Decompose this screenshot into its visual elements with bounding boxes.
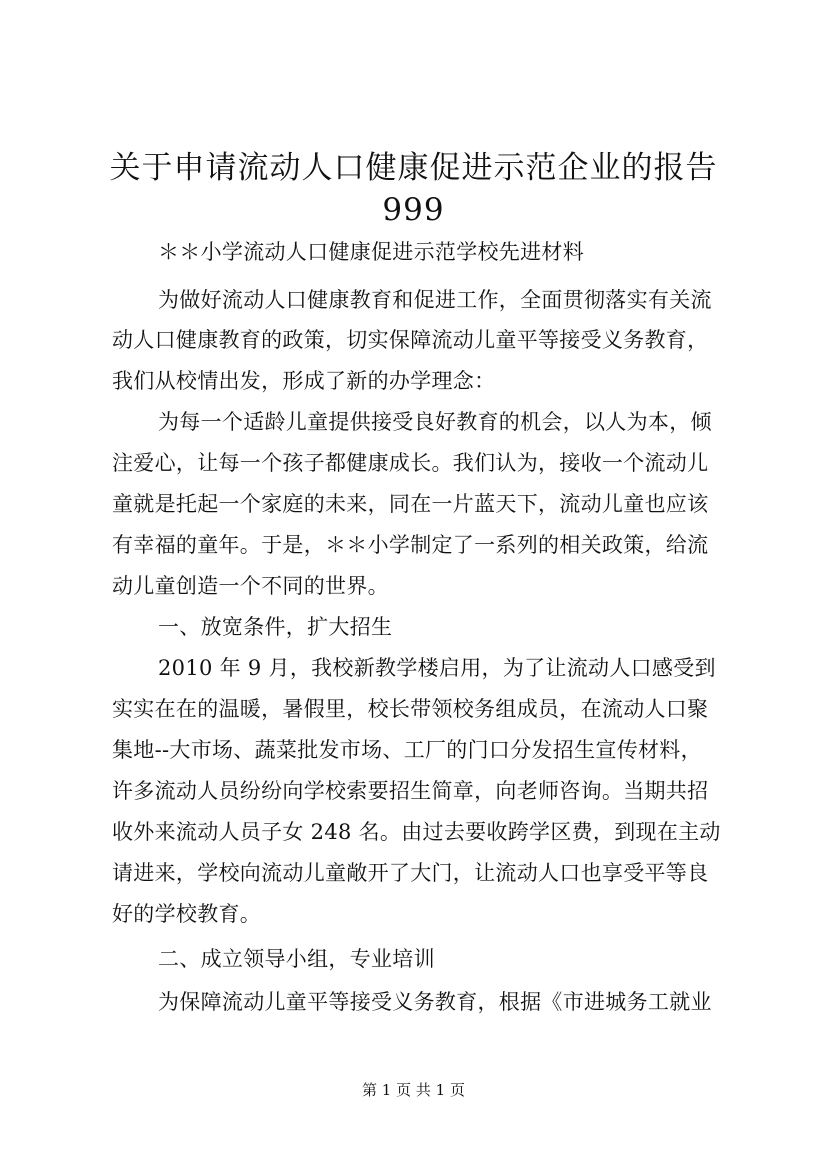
paragraph-line: 请进来，学校向流动儿童敞开了大门，让流动人口也享受平等良 — [112, 861, 709, 885]
paragraph-line: 2010 年 9 月，我校新教学楼启用，为了让流动人口感受到 — [158, 656, 716, 680]
document-title-suffix: 999 — [382, 192, 445, 228]
paragraph-line: 实实在在的温暖，暑假里，校长带领校务组成员，在流动人口聚 — [112, 697, 709, 721]
paragraph-line: 为保障流动儿童平等接受义务教育，根据《市进城务工就业 — [158, 990, 712, 1014]
page-number: 第 1 页 共 1 页 — [362, 1081, 465, 1099]
paragraph-line: 收外来流动人员子女 248 名。由过去要收跨学区费，到现在主动 — [112, 820, 721, 844]
paragraph-line: 动人口健康教育的政策，切实保障流动儿童平等接受义务教育， — [112, 328, 709, 352]
paragraph-line: 为做好流动人口健康教育和促进工作，全面贯彻落实有关流 — [158, 288, 712, 312]
paragraph-line: 许多流动人员纷纷向学校索要招生简章，向老师咨询。当期共招 — [112, 779, 709, 803]
paragraph-line: 动儿童创造一个不同的世界。 — [112, 574, 389, 598]
paragraph-line: 童就是托起一个家庭的未来，同在一片蓝天下，流动儿童也应该 — [112, 492, 709, 516]
paragraph-line: 集地--大市场、蔬菜批发市场、工厂的门口分发招生宣传材料， — [112, 738, 702, 762]
paragraph-line: 有幸福的童年。于是，＊＊小学制定了一系列的相关政策，给流 — [112, 533, 709, 557]
section-heading: 一、放宽条件，扩大招生 — [158, 615, 393, 639]
paragraph-line: 好的学校教育。 — [112, 902, 262, 926]
section-heading: 二、成立领导小组，专业培训 — [158, 947, 435, 971]
document-subtitle: ＊＊小学流动人口健康促进示范学校先进材料 — [158, 240, 584, 264]
paragraph-line: 注爱心，让每一个孩子都健康成长。我们认为，接收一个流动儿 — [112, 451, 709, 475]
paragraph-line: 我们从校情出发，形成了新的办学理念： — [112, 369, 496, 393]
document-title: 关于申请流动人口健康促进示范企业的报告 — [109, 150, 718, 186]
paragraph-line: 为每一个适龄儿童提供接受良好教育的机会，以人为本，倾 — [158, 410, 712, 434]
